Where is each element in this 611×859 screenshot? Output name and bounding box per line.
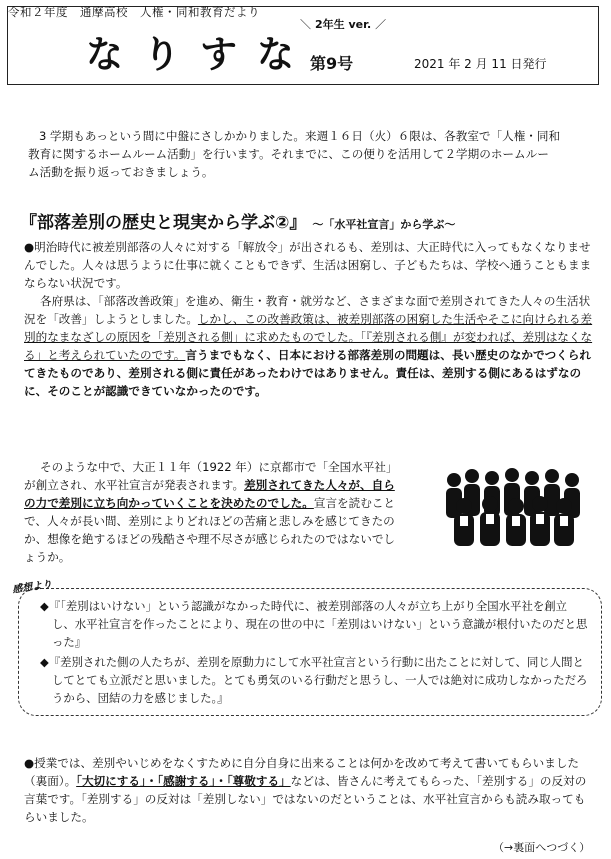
section-3-keywords: 「大切にする」・「感謝する」・「尊敬する」 (76, 774, 291, 788)
people-group-illustration (440, 466, 586, 548)
section-1-text-a: 各府県は、「部落改善政策」を進め、衛生・教育・就労など、さまざまな面で差別されてきた人々の生活状況を「改善」しようとしました。 (24, 294, 591, 326)
impressions-label: 感想より (11, 579, 53, 596)
grade-deco-left: ＼ (300, 18, 311, 31)
grade-deco-right: ／ (375, 18, 387, 31)
section-3-text-c: などは、皆さんに考えてもらった、「差別する」の反対の言葉です。「差別する」の反対は「差別しない」ではないのだということは、水平社宣言からも読み取ってもらいました。 (24, 774, 587, 824)
intro-line-3: ム活動を振り返っておきましょう。 (28, 165, 214, 179)
impression-item-2: ◆『差別された側の人たちが、差別を原動力にして水平社宣言という行動に出たことに対して、同じ人間としてとても立派だと思いました。とても勇気のいる行動だと思うし、一人では絶対に成功しなかっただろうから、団結の力を感じました。』 (40, 655, 588, 705)
section-1-text-b: しかし、この改善政策は、被差別部落の困窮した生活やそこに向けられる差別的なまなざしの原因を「差別される側」に求めたものでした。「『差別される側』が変われば、差別はなくなる」と考えられていたのです。 (24, 312, 593, 362)
section-2-paragraph (24, 458, 404, 566)
grade-text: 2年生 ver. (315, 18, 372, 31)
section-2 (24, 458, 404, 566)
impression-item-1: ◆『「差別はいけない」という認識がなかった時代に、被差別部落の人々が立ち上がり全国水平社を創立し、水平社宣言を作ったことにより、現在の世の中に「差別はいけない」という意識が根付いたのだと思った』 (40, 599, 588, 649)
section-2-text-a: そのような中で、大正１１年（1922 年）に京都市で「全国水平社」が創立され、水平社宣言が発表されます。 (24, 460, 398, 492)
grade-label (296, 16, 390, 32)
impressions-list (40, 597, 588, 709)
section-1-text-c: 言うまでもなく、日本における部落差別の問題は、長い歴史のなかでつくられてきたものであり、差別される側に責任があったわけではありません。責任は、差別する側にあるはずなのに、そのことが認識できていなかったのです。 (24, 348, 591, 398)
school-line: 令和２年度 通摩高校 人権・同和教育だより (8, 5, 260, 19)
section-1 (24, 238, 596, 400)
issue-number: 第9号 (310, 54, 354, 73)
heading-sub: ～「水平社宣言」から学ぶ～ (312, 218, 456, 231)
intro-paragraph (28, 127, 594, 181)
intro-line-2: 教育に関するホームルーム活動」を行います。それまでに、この便りを活用して２学期のホームルー (28, 147, 549, 161)
section-2-text-c: 宣言を読むことで、人々が長い間、差別によりどれほどの苦痛と悲しみを感じてきたのか、想像を絶するほどの残酷さや理不尽さが感じられたのではないでしょうか。 (24, 496, 396, 564)
section-3 (24, 754, 596, 826)
heading-main: 『部落差別の歴史と現実から学ぶ②』 (20, 213, 307, 233)
intro-line-1: 3 学期もあっという間に中盤にさしかかりました。来週１６日（火）６限は、各教室で「人権・同和 (39, 129, 561, 143)
section-2-text-b: 差別されてきた人々が、自らの力で差別に立ち向かっていくことを決めたのでした。 (24, 478, 395, 510)
section-3-text-a: ●授業では、差別やいじめをなくすために自分自身に出来ることは何かを改めて考えて書いてもらいました（裏面）。 (24, 756, 580, 788)
newsletter-title: なりすな (86, 33, 314, 76)
section-1-paragraph-1: ●明治時代に被差別部落の人々に対する「解放令」が出されるも、差別は、大正時代に入ってもなくなりませんでした。人々は思うように仕事に就くこともできず、生活は困窮し、子どもたちは、学校へ通うこともままならない状況です。 (24, 240, 592, 290)
continued-note: （→裏面へつづく） (493, 841, 591, 854)
section-heading (20, 208, 605, 233)
issue-date: 2021 年 2 月 11 日発行 (414, 57, 547, 71)
section-3-paragraph (24, 754, 596, 826)
section-1-paragraph-2 (24, 292, 596, 400)
